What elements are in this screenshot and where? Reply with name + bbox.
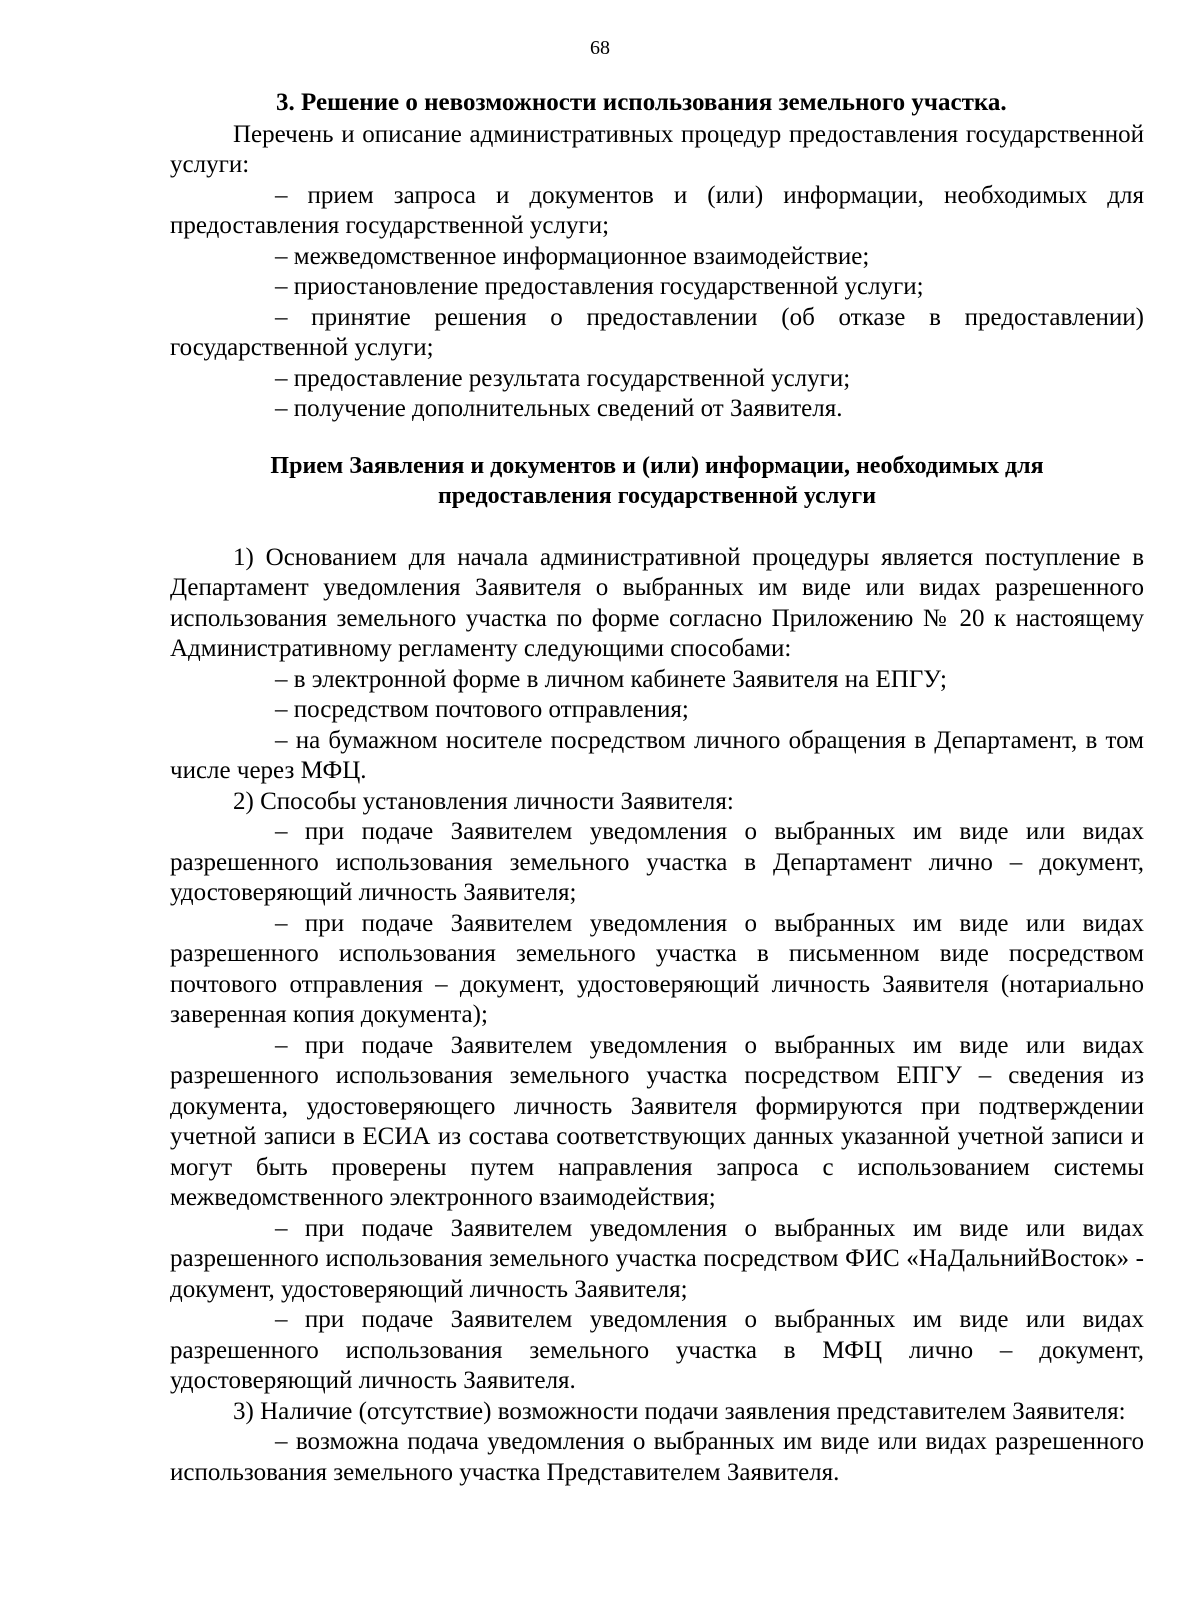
procedure-item: – получение дополнительных сведений от Заявителя. (275, 395, 843, 422)
procedure-item: – прием запроса и документов и (или) информации, необходимых для предоставления государственной услуги; (170, 181, 1144, 239)
section-title-line: предоставления государственной услуги (437, 483, 877, 509)
paragraph-2: 2) Способы установления личности Заявителя: (233, 787, 734, 815)
representative-item: – возможна подача уведомления о выбранных им виде или видах разрешенного использования земельного участка Представителем Заявителя. (170, 1428, 1144, 1486)
identity-item: – при подаче Заявителем уведомления о выбранных им виде или видах разрешенного использования земельного участка в письменном виде посредством почтового отправления – документ, удостоверяющий личность Заявителя (нотариально заверенная копия документа); (170, 909, 1144, 1028)
procedure-item: – предоставление результата государственной услуги; (275, 364, 851, 392)
procedure-item: – принятие решения о предоставлении (об отказе в предоставлении) государственной услуги; (170, 303, 1144, 361)
page-number: 68 (590, 37, 610, 59)
paragraph-1: 1) Основанием для начала административной процедуры является поступление в Департамент уведомления Заявителя о выбранных им виде или видах разрешенного использования земельного участка по форме согласно Приложению № 20 к настоящему Административному регламенту следующими способами: (170, 543, 1144, 662)
page-content (170, 88, 1144, 1488)
procedures-intro: Перечень и описание административных процедур предоставления государственной услуги: (170, 120, 1144, 178)
method-item: – посредством почтового отправления; (275, 696, 689, 723)
section-title-line: Прием Заявления и документов и (или) информации, необходимых для (270, 452, 1044, 479)
identity-item: – при подаче Заявителем уведомления о выбранных им виде или видах разрешенного использования земельного участка в Департамент лично – документ, удостоверяющий личность Заявителя; (170, 818, 1144, 906)
section-title (170, 451, 1144, 512)
paragraph-3: 3) Наличие (отсутствие) возможности подачи заявления представителем Заявителя: (233, 1397, 1126, 1425)
section-3-heading: 3. Решение о невозможности использования земельного участка. (276, 89, 1007, 116)
method-item: – на бумажном носителе посредством личного обращения в Департамент, в том числе через МФЦ. (170, 726, 1144, 784)
procedure-item: – приостановление предоставления государственной услуги; (275, 273, 924, 300)
identity-item: – при подаче Заявителем уведомления о выбранных им виде или видах разрешенного использования земельного участка посредством ФИС «НаДальнийВосток» - документ, удостоверяющий личность Заявителя; (170, 1214, 1144, 1303)
identity-item: – при подаче Заявителем уведомления о выбранных им виде или видах разрешенного использования земельного участка в МФЦ лично – документ, удостоверяющий личность Заявителя. (170, 1306, 1144, 1394)
method-item: – в электронной форме в личном кабинете Заявителя на ЕПГУ; (275, 665, 947, 693)
identity-item: – при подаче Заявителем уведомления о выбранных им виде или видах разрешенного использования земельного участка посредством ЕПГУ – сведения из документа, удостоверяющего личность Заявителя формируются при подтверждении учетной записи в ЕСИА из состава соответствующих данных указанной учетной записи и могут быть проверены путем направления запроса с использованием системы межведомственного электронного взаимодействия; (170, 1031, 1144, 1211)
procedure-item: – межведомственное информационное взаимодействие; (275, 242, 870, 270)
